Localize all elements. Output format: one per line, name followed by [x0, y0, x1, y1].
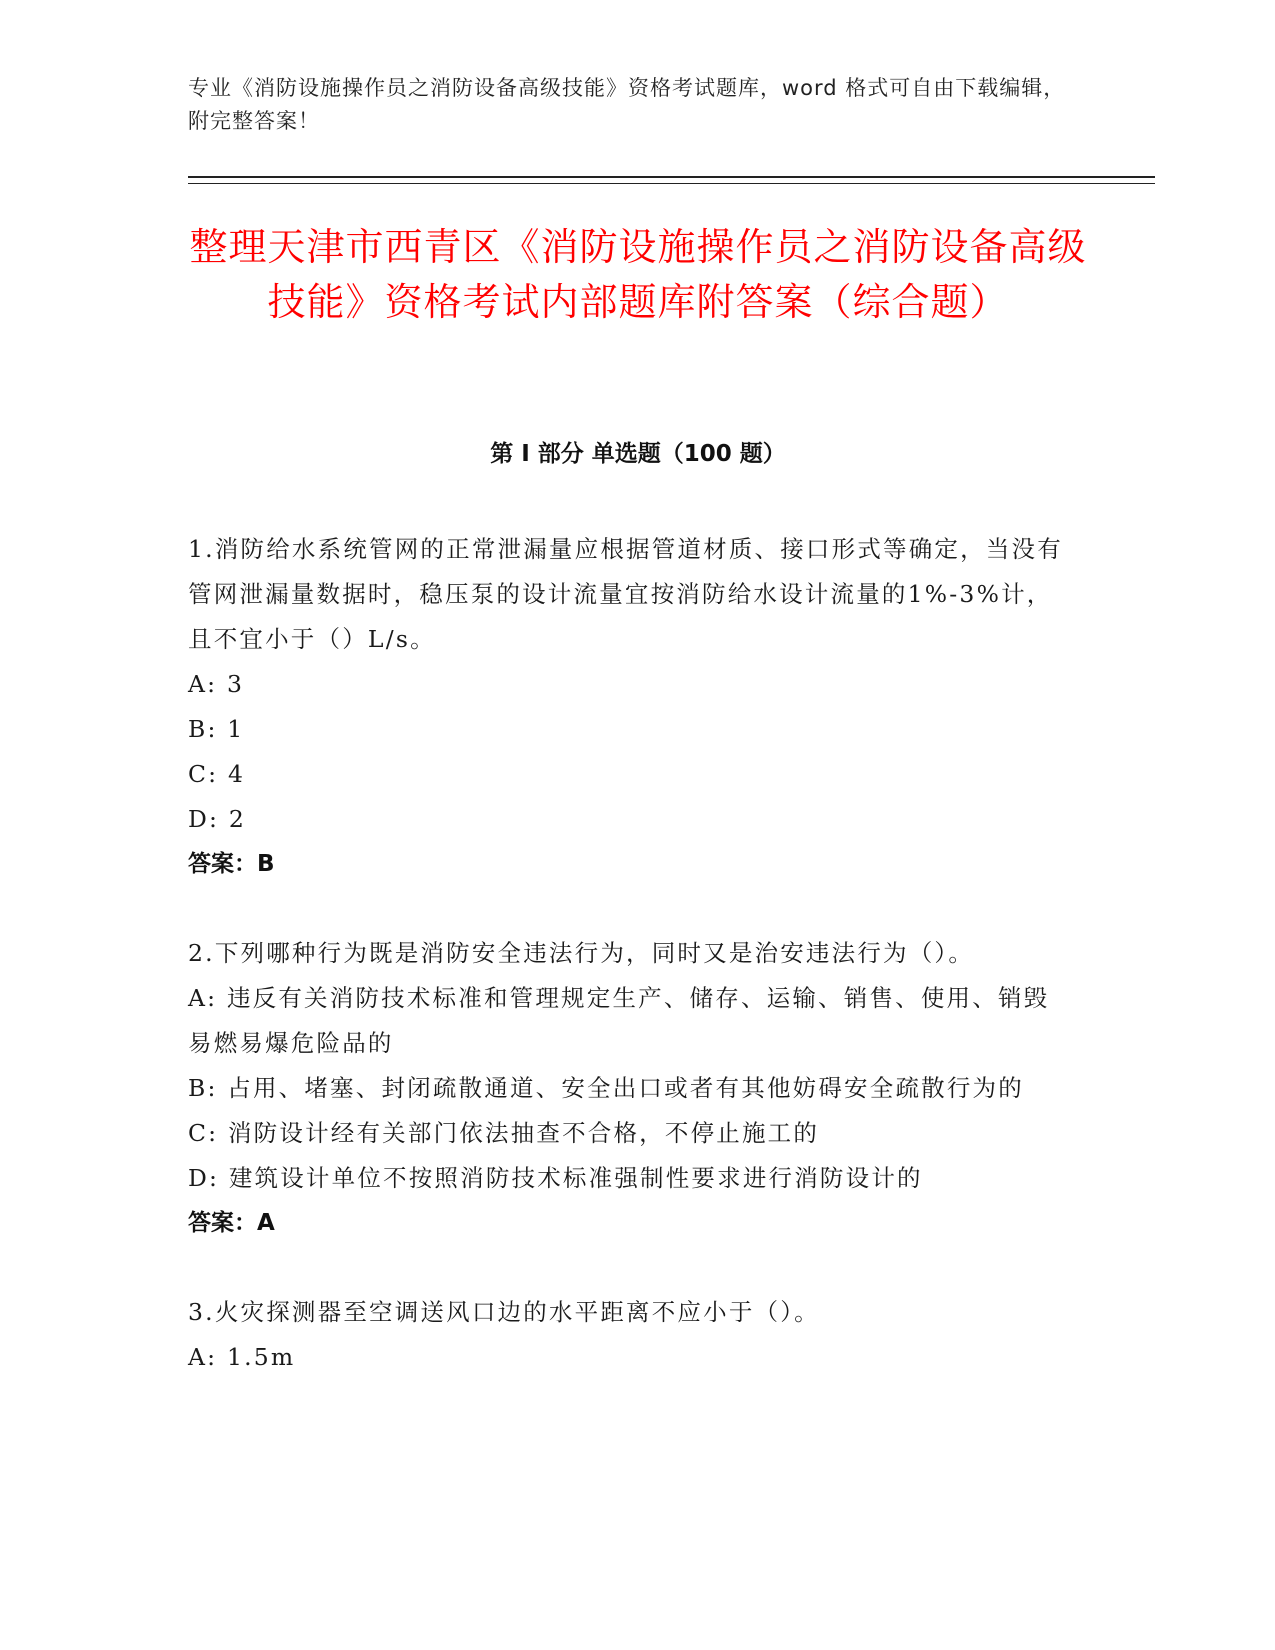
option-d: D: 2 [188, 805, 246, 833]
question-3 [188, 1290, 1068, 1380]
document-title: 整理天津市西青区《消防设施操作员之消防设备高级技能》资格考试内部题库附答案（综合题） [189, 225, 1087, 324]
option-c: C: 消防设计经有关部门依法抽查不合格，不停止施工的 [188, 1119, 820, 1147]
question-stem: 2.下列哪种行为既是消防安全违法行为，同时又是治安违法行为（）。 [188, 939, 975, 967]
header-divider-thin [188, 183, 1155, 184]
option-a: A: 1.5m [188, 1343, 296, 1371]
question-1 [188, 527, 1068, 887]
question-stem: 3.火灾探测器至空调送风口边的水平距离不应小于（）。 [188, 1298, 820, 1326]
question-2 [188, 931, 1068, 1246]
option-a: A: 3 [188, 670, 245, 698]
option-b: B: 1 [188, 715, 245, 743]
section-title: 第 I 部分 单选题（100 题） [490, 441, 786, 467]
option-a: A: 违反有关消防技术标准和管理规定生产、储存、运输、销售、使用、销毁易燃易爆危险品的 [188, 984, 1050, 1057]
question-list [188, 527, 1068, 1424]
header-divider-thick [188, 176, 1155, 178]
answer-line: 答案：B [188, 851, 275, 877]
option-b: B: 占用、堵塞、封闭疏散通道、安全出口或者有其他妨碍安全疏散行为的 [188, 1074, 1024, 1102]
answer-line: 答案：A [188, 1210, 275, 1236]
header-note: 专业《消防设施操作员之消防设备高级技能》资格考试题库，word 格式可自由下载编辑，附完整答案！ [188, 76, 1066, 133]
option-c: C: 4 [188, 760, 246, 788]
option-d: D: 建筑设计单位不按照消防技术标准强制性要求进行消防设计的 [188, 1164, 923, 1192]
question-stem: 1.消防给水系统管网的正常泄漏量应根据管道材质、接口形式等确定，当没有管网泄漏量数据时，稳压泵的设计流量宜按消防给水设计流量的1%-3%计，且不宜小于（）L/s。 [188, 535, 1063, 653]
